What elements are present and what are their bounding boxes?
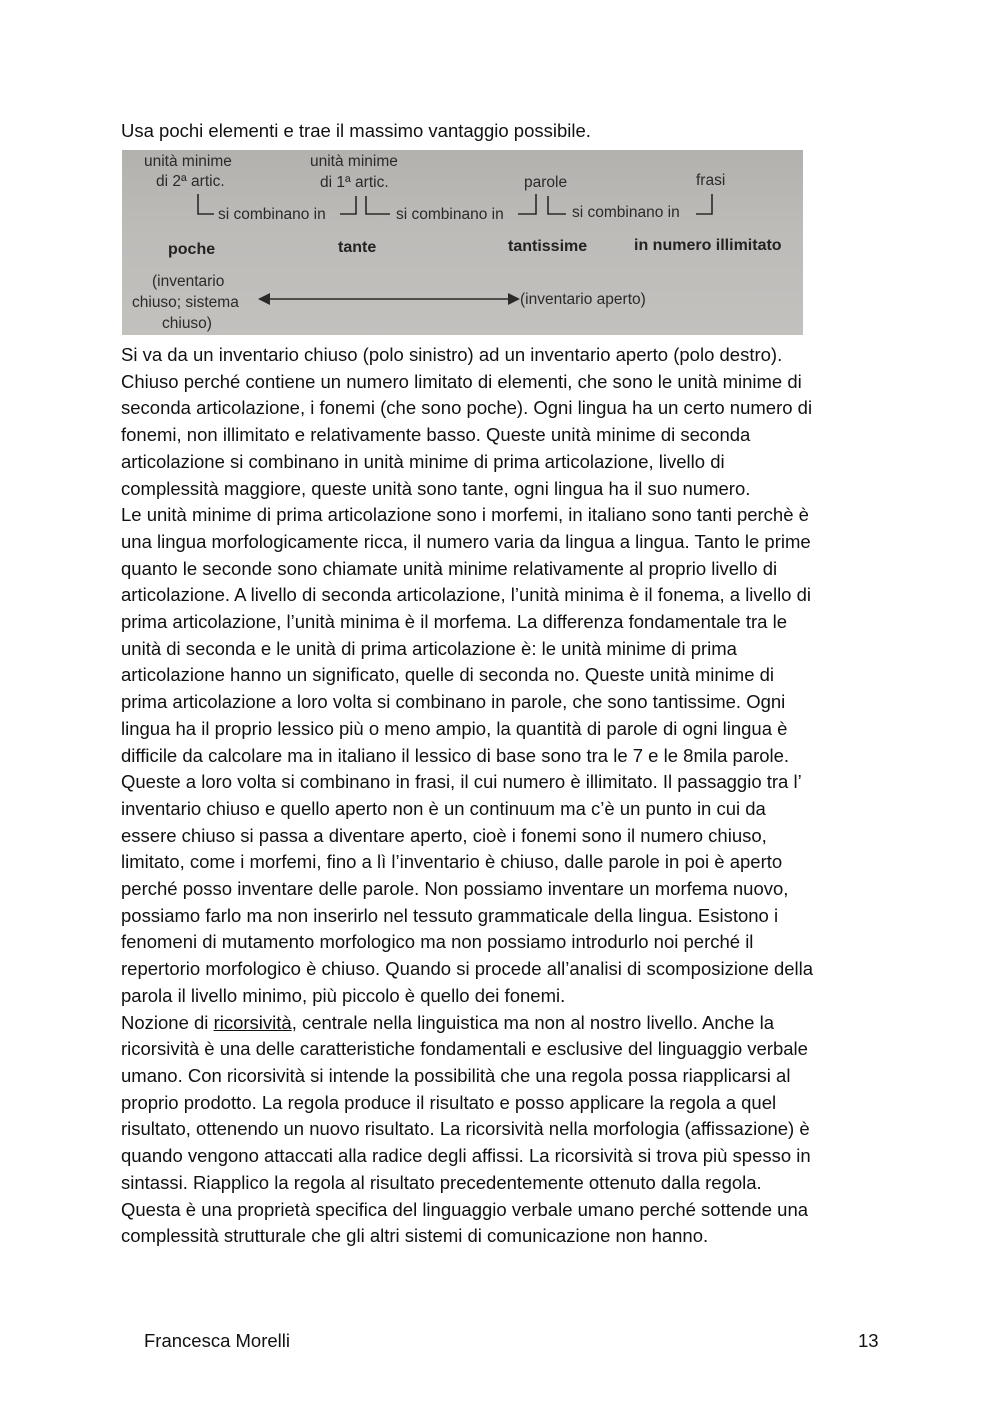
label-combine-3: si combinano in (572, 204, 680, 221)
text-line: seconda articolazione, i fonemi (che sono poche). Ogni lingua ha un certo numero di (121, 397, 813, 419)
text-line: Le unità minime di prima articolazione sono i morfemi, in italiano sono tanti perchè è (121, 504, 809, 526)
text-line: Si va da un inventario chiuso (polo sinistro) ad un inventario aperto (polo destro). (121, 344, 783, 365)
label-closed-line1: (inventario (152, 273, 225, 290)
text-line: articolazione si combinano in unità minime di prima articolazione, livello di (121, 450, 725, 472)
text-line: Queste a loro volta si combinano in frasi, il cui numero è illimitato. Il passaggio tra l’ (121, 771, 802, 793)
label-open: (inventario aperto) (520, 291, 646, 308)
articulation-diagram (122, 150, 803, 335)
text-line: risultato, ottenendo un nuovo risultato. La ricorsività nella morfologia (affissazione) è (121, 1118, 810, 1140)
text-line: complessità strutturale che gli altri sistemi di comunicazione non hanno. (121, 1225, 709, 1247)
text-line: essere chiuso si passa a diventare aperto, cioè i fonemi sono il numero chiuso, (121, 824, 767, 846)
text-line (121, 1010, 891, 1037)
text-line: una lingua morfologicamente ricca, il numero varia da lingua a lingua. Tanto le prime (121, 530, 811, 552)
label-combine-2: si combinano in (396, 206, 504, 223)
page-number: 13 (858, 1330, 879, 1351)
text-line: prima articolazione a loro volta si combinano in parole, che sono tantissime. Ogni (121, 691, 786, 713)
text-line: prima articolazione, l’unità minima è il morfema. La differenza fondamentale tra le (121, 611, 787, 633)
recursion-term: ricorsività (213, 1011, 292, 1033)
text-line: unità di seconda e le unità di prima articolazione è: le unità minime di prima (121, 637, 737, 659)
label-min1-line2: di 1ª artic. (320, 174, 389, 191)
label-tante: tante (338, 239, 377, 256)
text-fragment: , centrale nella linguistica ma non al nostro livello. Anche la (291, 1011, 774, 1033)
label-illimitato: in numero illimitato (634, 237, 782, 254)
label-min2-line1: unità minime (144, 153, 232, 170)
text-line: articolazione hanno un significato, quelle di seconda no. Queste unità minime di (121, 664, 775, 686)
paragraph-inventory (121, 342, 891, 502)
text-line: articolazione. A livello di seconda articolazione, l’unità minima è il fonema, a livello di (121, 584, 812, 606)
label-combine-1: si combinano in (218, 206, 326, 223)
text-line: difficile da calcolare ma in italiano il lessico di base sono tra le 7 e le 8mila parole. (121, 744, 790, 766)
text-line: proprio prodotto. La regola produce il risultato e posso applicare la regola a quel (121, 1091, 777, 1113)
text-line: fenomeni di mutamento morfologico ma non possiamo introdurlo noi perché il (121, 931, 754, 953)
text-line: ricorsività è una delle caratteristiche fondamentali e esclusive del linguaggio verbale (121, 1038, 808, 1060)
text-line: inventario chiuso e quello aperto non è un continuum ma c’è un punto in cui da (121, 797, 766, 819)
label-frasi: frasi (696, 172, 726, 189)
label-poche: poche (168, 241, 216, 258)
label-tantissime: tantissime (508, 238, 588, 255)
label-min1-line1: unità minime (310, 153, 398, 170)
text-line: lingua ha il proprio lessico più o meno ampio, la quantità di parole di ogni lingua è (121, 717, 788, 739)
intro-sentence: Usa pochi elementi e trae il massimo vantaggio possibile. (121, 120, 591, 141)
text-line: perché posso inventare delle parole. Non possiamo inventare un morfema nuovo, (121, 878, 789, 900)
text-line: complessità maggiore, queste unità sono tante, ogni lingua ha il suo numero. (121, 477, 751, 499)
articulation-figure (122, 150, 803, 335)
text-line: quando vengono attaccati alla radice degli affissi. La ricorsività si trova più spesso in (121, 1145, 811, 1167)
text-line: fonemi, non illimitato e relativamente basso. Queste unità minime di seconda (121, 424, 751, 446)
paragraph-recursion (121, 1010, 891, 1250)
text-line: parola il livello minimo, più piccolo è quello dei fonemi. (121, 984, 566, 1006)
text-line: umano. Con ricorsività si intende la possibilità che una regola possa riapplicarsi al (121, 1064, 791, 1086)
text-line: Questa è una proprietà specifica del linguaggio verbale umano perché sottende una (121, 1198, 809, 1220)
label-closed-line3: chiuso) (162, 315, 212, 332)
label-closed-line2: chiuso; sistema (132, 294, 239, 311)
text-line: possiamo farlo ma non inserirlo nel tessuto grammaticale della lingua. Esistono i (121, 904, 779, 926)
text-line: repertorio morfologico è chiuso. Quando si procede all’analisi di scomposizione della (121, 958, 814, 980)
text-line: limitato, come i morfemi, fino a lì l’inventario è chiuso, dalle parole in poi è aperto (121, 851, 783, 873)
text-line: Chiuso perché contiene un numero limitato di elementi, che sono le unità minime di (121, 370, 802, 392)
double-arrow (258, 293, 520, 305)
label-parole: parole (524, 174, 568, 191)
text-fragment: Nozione di (121, 1011, 214, 1033)
text-line: quanto le seconde sono chiamate unità minime relativamente al proprio livello di (121, 557, 778, 579)
main-text (121, 342, 891, 1250)
label-min2-line2: di 2ª artic. (156, 173, 225, 190)
text-line: sintassi. Riapplico la regola al risultato precedentemente ottenuto dalla regola. (121, 1171, 762, 1193)
paragraph-morphemes (121, 502, 891, 1009)
footer-author: Francesca Morelli (144, 1330, 290, 1351)
